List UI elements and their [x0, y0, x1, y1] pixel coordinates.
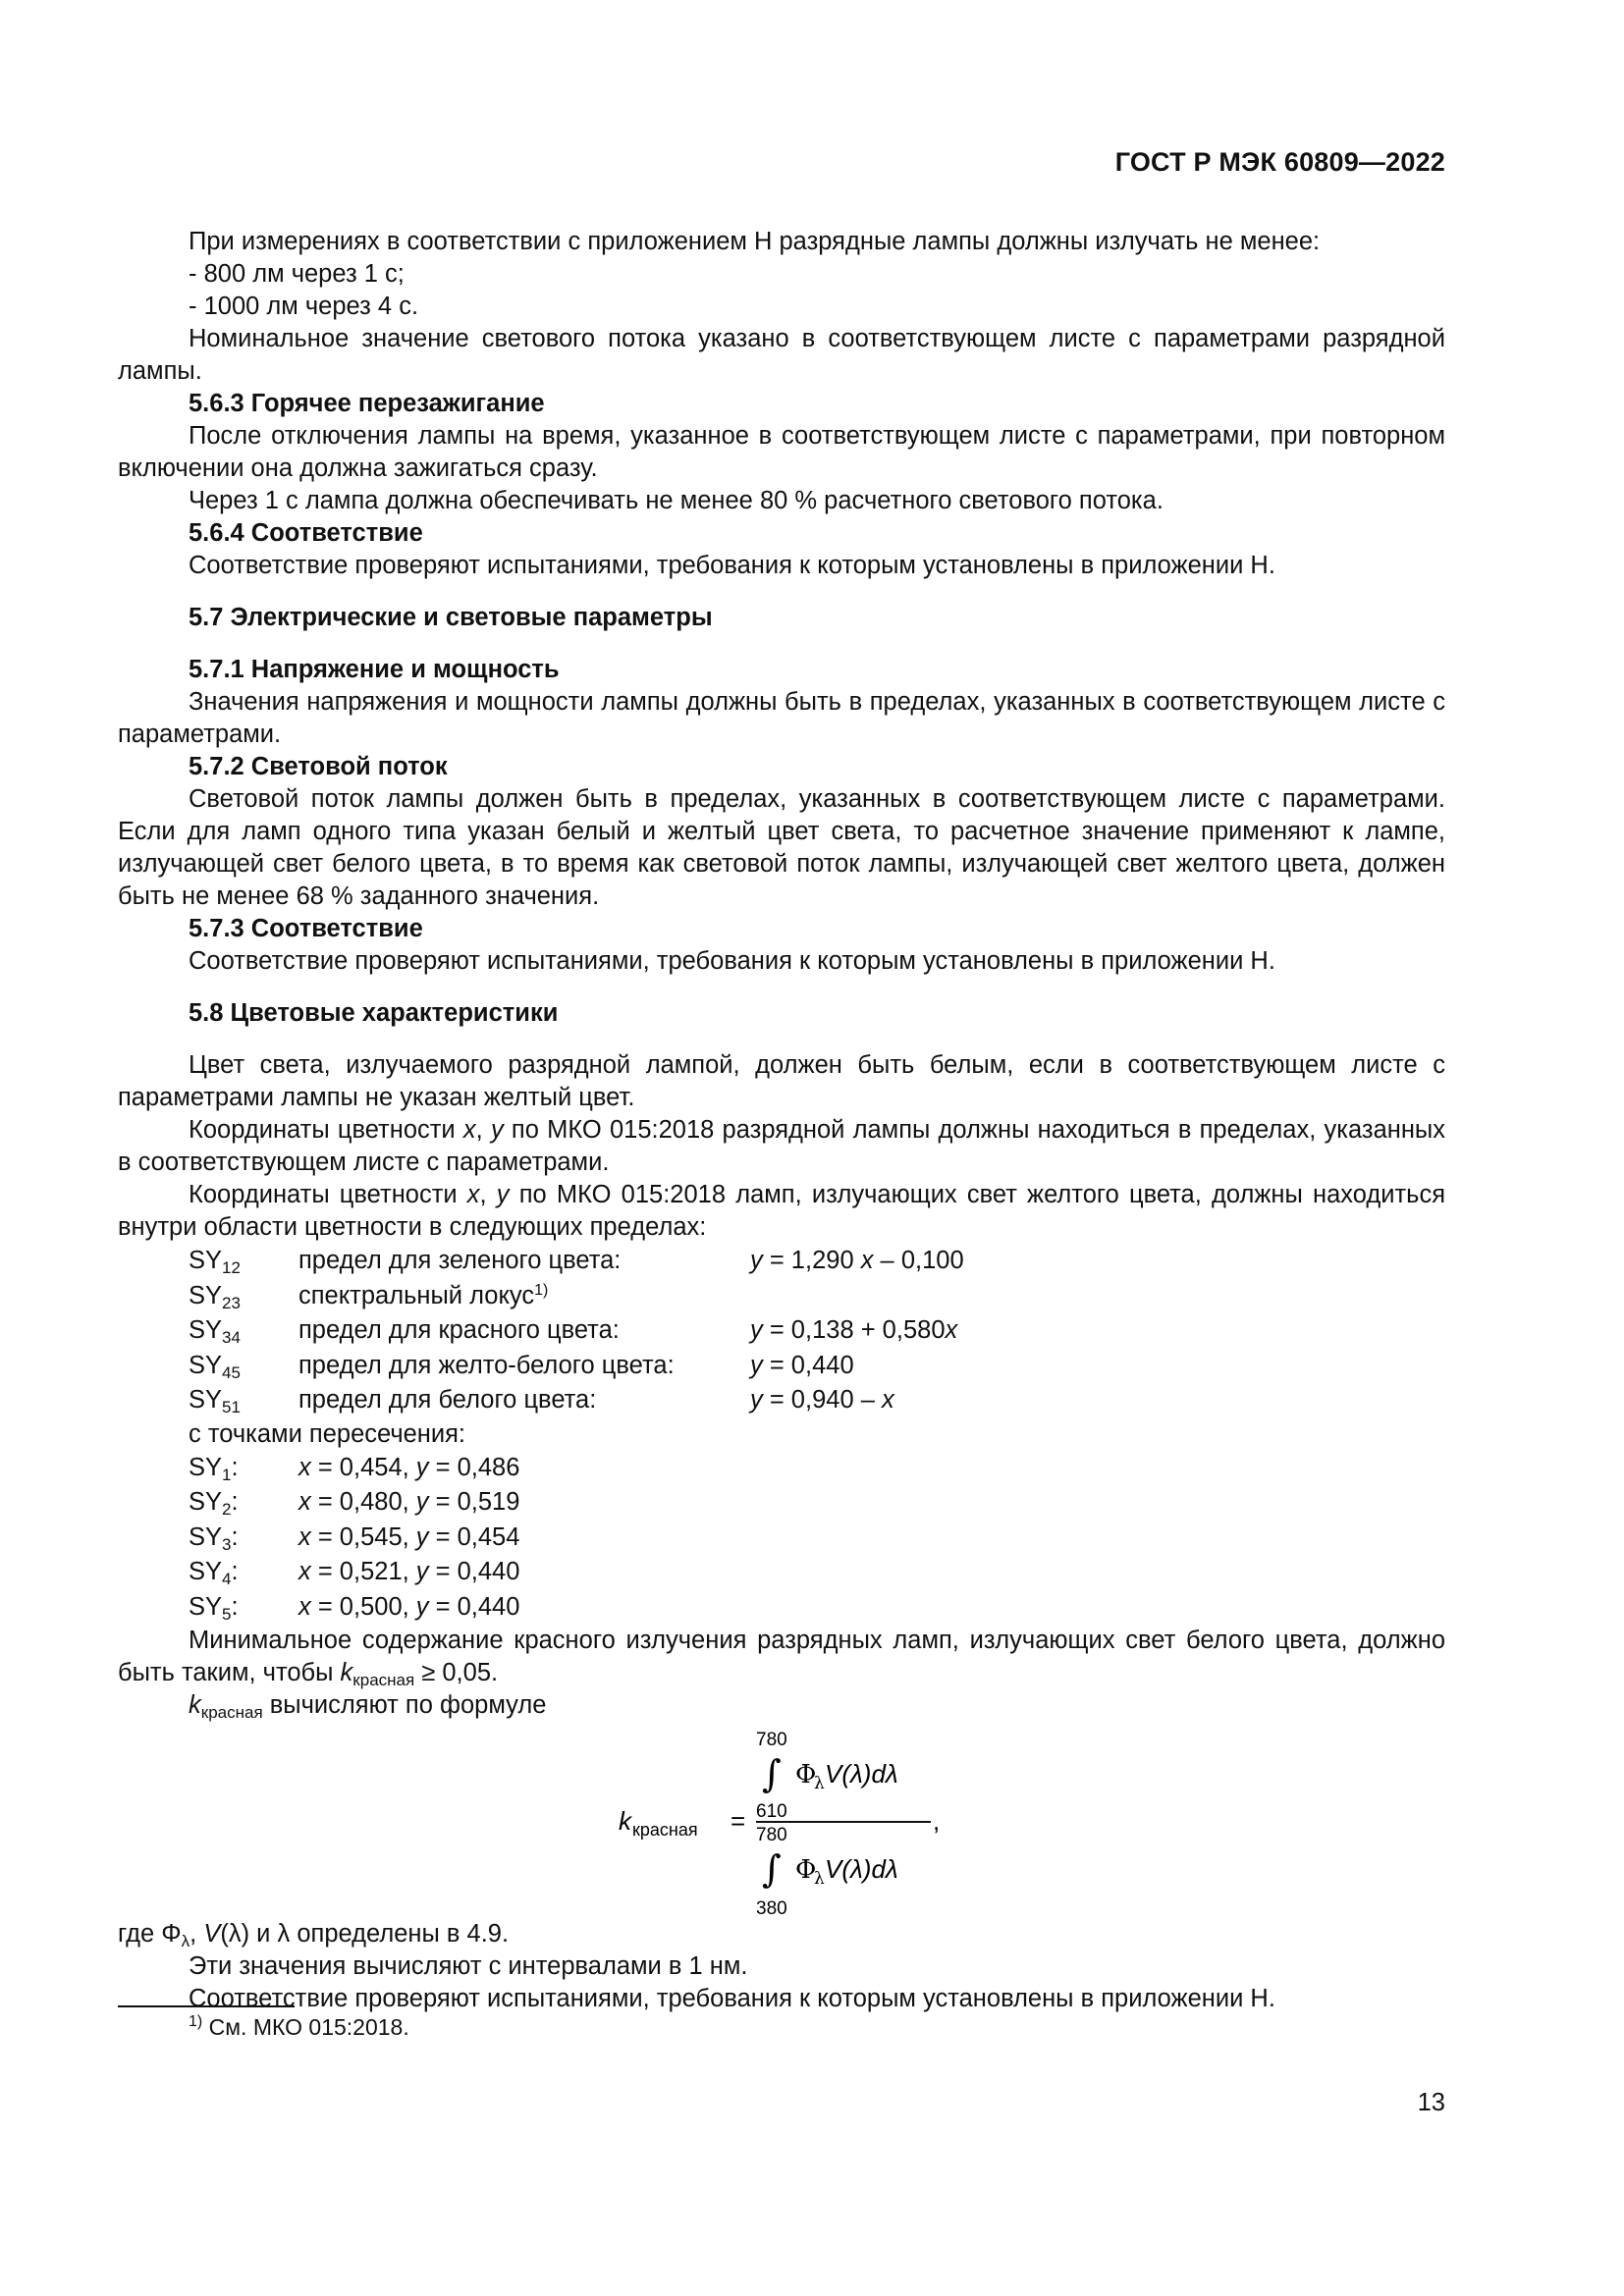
- paragraph: Координаты цветности x, y по МКО 015:2018 ламп, излучающих свет желтого цвета, должны находиться внутри области цветности в следующих пределах:: [118, 1181, 1445, 1241]
- paragraph: При измерениях в соответствии с приложением Н разрядные лампы должны излучать не менее:: [189, 228, 1321, 255]
- point-row: $SY_1$: x = 0,454, y = 0,486: [189, 1453, 520, 1484]
- numerator-upper-limit: 780: [756, 1730, 787, 1750]
- paragraph: Значения напряжения и мощности лампы должны быть в пределах, указанных в соответствующем листе с параметрами.: [118, 688, 1445, 748]
- subsection-heading: 5.7.3 Соответствие: [189, 915, 423, 942]
- numerator-integral: ∫: [762, 1752, 782, 1795]
- point-row: $SY_5$: x = 0,500, y = 0,440: [189, 1592, 520, 1624]
- formula-k: k: [619, 1806, 631, 1836]
- denominator-integral: ∫: [762, 1847, 782, 1891]
- page-number: 13: [1417, 2089, 1445, 2116]
- limit-row: $SY_{12}$ предел для зеленого цвета: y = 1,290 x – 0,100: [189, 1247, 964, 1278]
- formula-equals: =: [731, 1806, 746, 1836]
- limit-row: $SY_{51}$ предел для белого цвета: y = 0,940 – x: [189, 1386, 894, 1417]
- page-body: [118, 226, 1445, 2015]
- paragraph: Минимальное содержание красного излучения разрядных ламп, излучающих свет белого цвета, должно быть таким, чтобы $k_{красная} \ge 0,05$.: [118, 1627, 1445, 1689]
- footnote-separator: [118, 2005, 295, 2007]
- formula-graphic: [118, 1722, 1445, 1918]
- formula-comma: ,: [933, 1806, 941, 1836]
- paragraph: Соответствие проверяют испытаниями, требования к которым установлены в приложении Н.: [189, 947, 1275, 975]
- paragraph: После отключения лампы на время, указанное в соответствующем листе с параметрами, при повторном включении она должна зажигаться сразу.: [118, 422, 1445, 482]
- denominator-phi: Φ: [795, 1855, 817, 1885]
- limit-row: $SY_{34}$ предел для красного цвета: y = 0,138 + 0,580x: [189, 1316, 958, 1348]
- numerator-phi: Φ: [795, 1760, 817, 1789]
- paragraph: Эти значения вычисляют с интервалами в 1 нм.: [189, 1952, 748, 1980]
- limit-row: $SY_{23}$ спектральный локус$^{1)}$: [189, 1281, 549, 1312]
- paragraph: Соответствие проверяют испытаниями, требования к которым установлены в приложении Н.: [189, 552, 1275, 579]
- point-row: $SY_4$: x = 0,521, y = 0,440: [189, 1558, 520, 1589]
- list-item: - 1000 лм через 4 с.: [189, 293, 419, 320]
- limits-list: [118, 1244, 1445, 1418]
- limit-row: $SY_{45}$ предел для желто-белого цвета: y = 0,440: [189, 1351, 854, 1382]
- points-list: [118, 1451, 1445, 1626]
- denominator-upper-limit: 780: [756, 1825, 787, 1845]
- subsection-heading: 5.7.1 Напряжение и мощность: [189, 656, 560, 683]
- point-row: $SY_2$: x = 0,480, y = 0,519: [189, 1488, 520, 1520]
- list-item: - 800 лм через 1 с;: [189, 260, 405, 288]
- subsection-heading: 5.6.3 Горячее перезажигание: [189, 390, 545, 417]
- numerator-phi-sub: λ: [814, 1774, 825, 1793]
- denominator-lower-limit: 380: [756, 1898, 787, 1918]
- section-heading: 5.8 Цветовые характеристики: [189, 999, 559, 1027]
- subsection-heading: 5.6.4 Соответствие: [189, 519, 423, 547]
- paragraph: Цвет света, излучаемого разрядной лампой, должен быть белым, если в соответствующем листе с параметрами лампы не указан желтый цвет.: [118, 1051, 1445, 1111]
- point-row: $SY_3$: x = 0,545, y = 0,454: [189, 1522, 520, 1554]
- paragraph: Координаты цветности x, y по МКО 015:2018 разрядной лампы должны находиться в пределах, указанных в соответствующем листе с параметрами.: [118, 1116, 1445, 1176]
- section-heading: 5.7 Электрические и световые параметры: [189, 604, 713, 631]
- paragraph: $k_{красная}$ вычисляют по формуле: [189, 1691, 547, 1722]
- paragraph: Соответствие проверяют испытаниями, требования к которым установлены в приложении Н.: [189, 1985, 1275, 2012]
- paragraph: где $\Phi_\lambda$, V(λ) и λ определены в 4.9.: [118, 1920, 510, 1950]
- denominator-phi-sub: λ: [814, 1869, 825, 1889]
- footnote: $^{1)}$ См. МКО 015:2018.: [189, 2013, 409, 2040]
- paragraph: с точками пересечения:: [189, 1419, 466, 1448]
- document-header: ГОСТ Р МЭК 60809—2022: [1114, 147, 1445, 177]
- paragraph: Световой поток лампы должен быть в пределах, указанных в соответствующем листе с параметрами. Если для ламп одного типа указан белый и желтый цвет света, то расчетное значение применяют к лампе, излучающей свет белого цвета, в то время как световой поток лампы, излучающей свет желтого цвета, должен быть не менее 68 % заданного значения.: [118, 785, 1445, 910]
- formula-k-sub: красная: [632, 1820, 698, 1840]
- numerator-lower-limit: 610: [756, 1801, 787, 1822]
- paragraph: Через 1 с лампа должна обеспечивать не менее 80 % расчетного светового потока.: [189, 487, 1164, 514]
- numerator-rest: V(λ)dλ: [825, 1759, 898, 1789]
- denominator-rest: V(λ)dλ: [825, 1854, 898, 1884]
- k-red-formula: [118, 1722, 1445, 1918]
- paragraph: Номинальное значение светового потока указано в соответствующем листе с параметрами разрядной лампы.: [118, 325, 1445, 385]
- subsection-heading: 5.7.2 Световой поток: [189, 753, 448, 780]
